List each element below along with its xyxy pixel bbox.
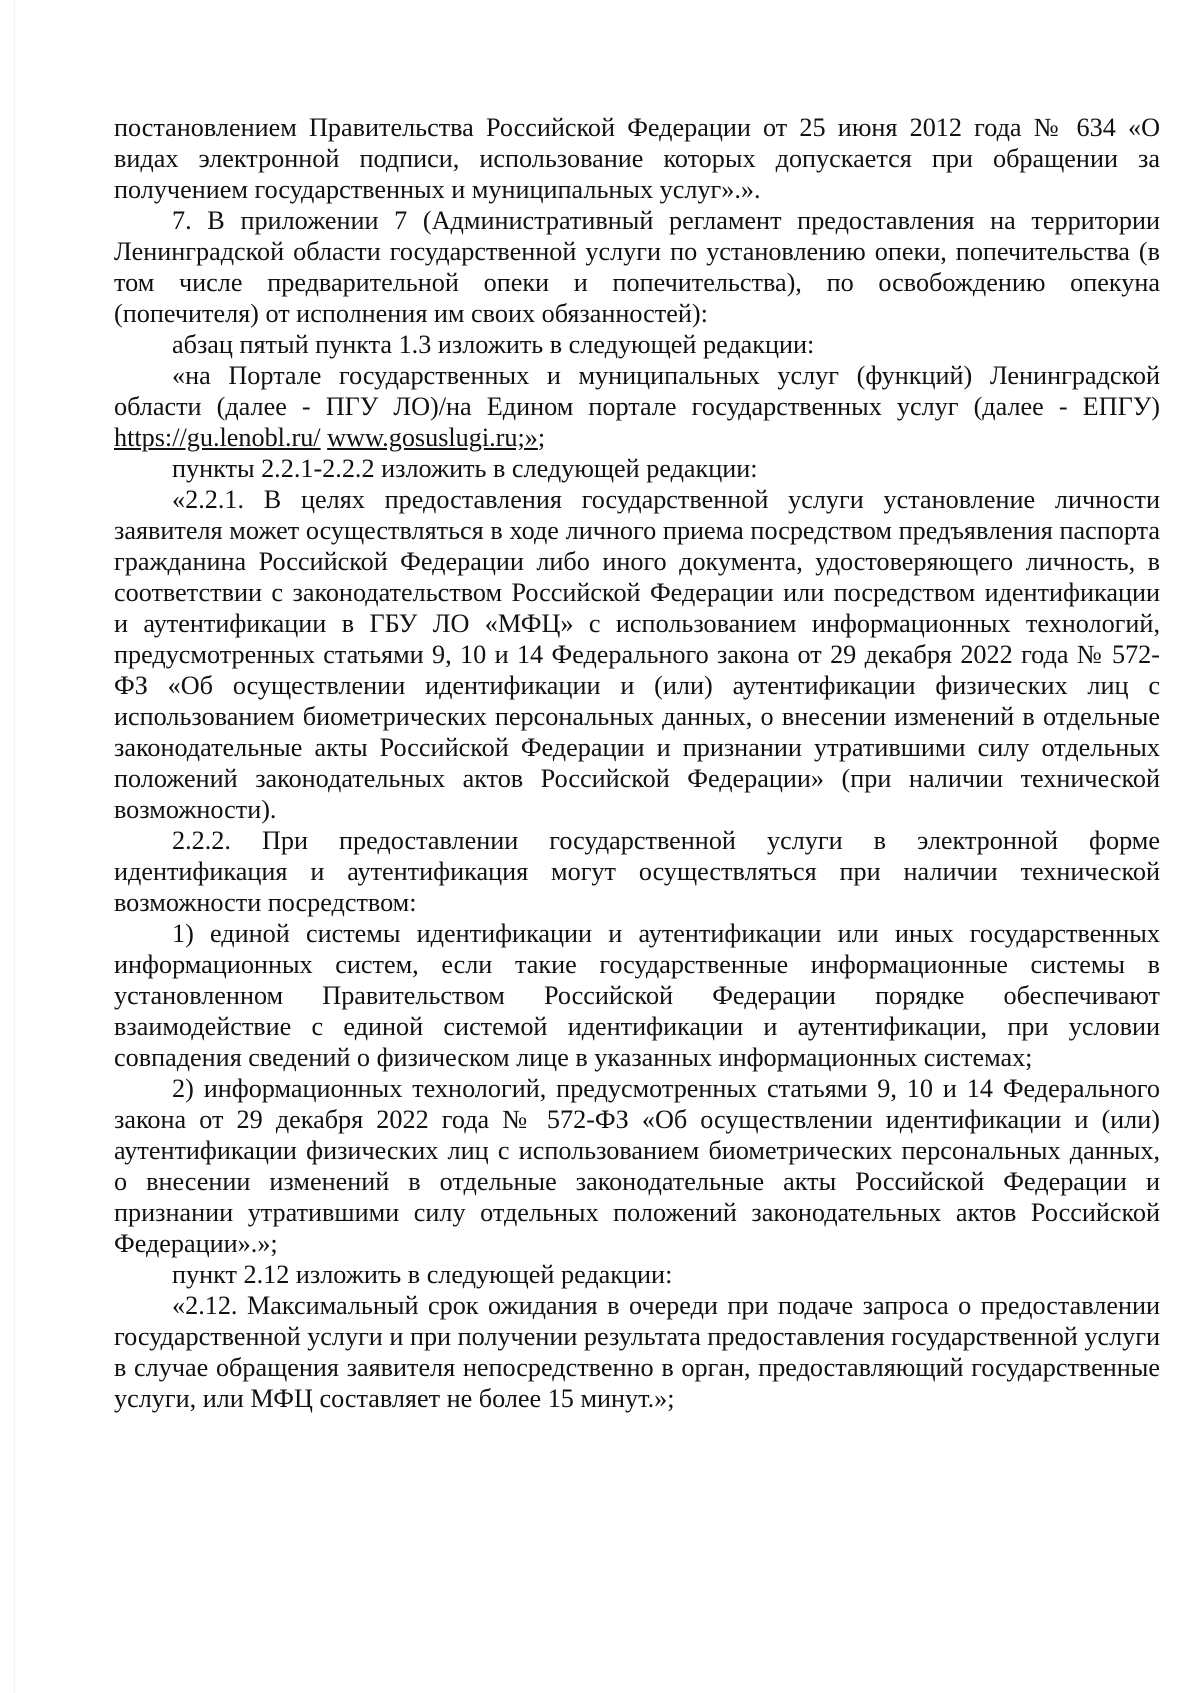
paragraph-instruction-1-3: абзац пятый пункта 1.3 изложить в следующей редакции: [172,330,815,359]
paragraph-continuation: постановлением Правительства Российской Федерации от 25 июня 2012 года № 634 «О видах электронной подписи, использование которых допускается при обращении за получением государственных и муниципальных услуг».». [114,113,1160,204]
paragraph-instruction-2-2: пункты 2.2.1-2.2.2 изложить в следующей редакции: [172,454,758,483]
portal-text: «на Портале государственных и муниципальных услуг (функций) Ленинградской области (далее - ПГУ ЛО)/на Едином портале государственных услуг (далее - ЕПГУ) [114,361,1160,421]
scan-edge [14,0,15,1693]
document-page [114,112,1160,1414]
portal-text-end: ; [537,423,546,452]
paragraph-2-2-2: 2.2.2. При предоставлении государственной услуги в электронной форме идентификация и аутентификация могут осуществляться при наличии технической возможности посредством: [114,826,1160,917]
paragraph-2-2-1: «2.2.1. В целях предоставления государственной услуги установление личности заявителя может осуществляться в ходе личного приема посредством предъявления паспорта гражданина Российской Федерации либо иного документа, удостоверяющего личность, в соответствии с законодательством Российской Федерации или посредством идентификации и аутентификации в ГБУ ЛО «МФЦ» с использованием информационных технологий, предусмотренных статьями 9, 10 и 14 Федерального закона от 29 декабря 2022 года № 572-ФЗ «Об осуществлении идентификации и (или) аутентификации физических лиц с использованием биометрических персональных данных, о внесении изменений в отдельные законодательные акты Российской Федерации и признании утратившими силу отдельных положений законодательных актов Российской Федерации» (при наличии технической возможности). [114,485,1160,824]
paragraph-instruction-2-12: пункт 2.12 изложить в следующей редакции: [172,1260,673,1289]
paragraph-portal-text [114,360,1160,453]
list-item-1: 1) единой системы идентификации и аутентификации или иных государственных информационных систем, если такие государственные информационные системы в установленном Правительством Российской Федерации порядке обеспечивают взаимодействие с единой системой идентификации и аутентификации, при условии совпадения сведений о физическом лице в указанных информационных системах; [114,919,1160,1072]
list-item-2: 2) информационных технологий, предусмотренных статьями 9, 10 и 14 Федерального закона от 29 декабря 2022 года № 572-ФЗ «Об осуществлении идентификации и (или) аутентификации физических лиц с использованием биометрических персональных данных, о внесении изменений в отдельные законодательные акты Российской Федерации и признании утратившими силу отдельных положений законодательных актов Российской Федерации».»; [114,1074,1160,1258]
paragraph-2-12: «2.12. Максимальный срок ожидания в очереди при подаче запроса о предоставлении государственной услуги и при получении результата предоставления государственной услуги в случае обращения заявителя непосредственно в орган, предоставляющий государственные услуги, или МФЦ составляет не более 15 минут.»; [114,1291,1160,1413]
gosuslugi-link[interactable]: www.gosuslugi.ru;» [327,423,538,452]
lenobl-link[interactable]: https://gu.lenobl.ru/ [114,423,321,452]
paragraph-item-7: 7. В приложении 7 (Административный регламент предоставления на территории Ленинградской области государственной услуги по установлению опеки, попечительства (в том числе предварительной опеки и попечительства), по освобождению опекуна (попечителя) от исполнения им своих обязанностей): [114,206,1160,328]
